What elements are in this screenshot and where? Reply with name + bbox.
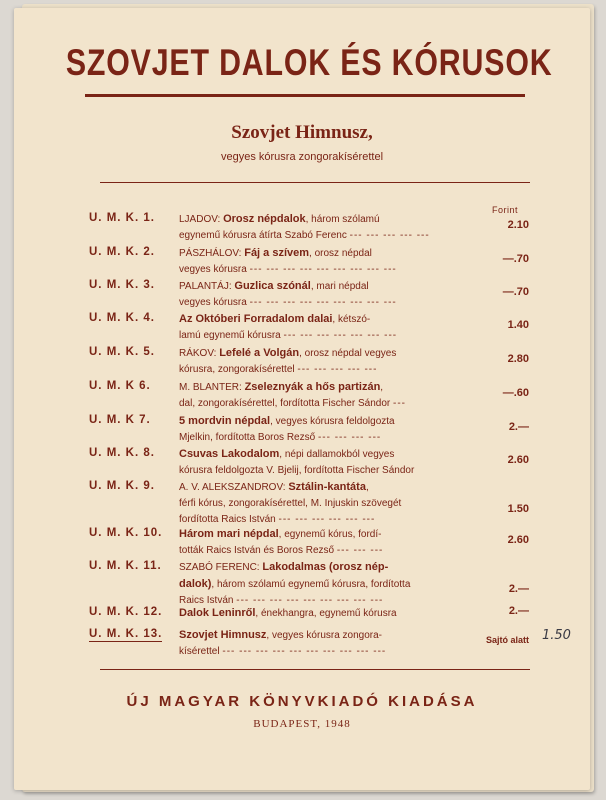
item-price: 2.— — [508, 421, 529, 433]
item-price: Sajtó alatt — [485, 635, 529, 645]
description-line — [179, 245, 469, 262]
work-title: Zseleznyák a hős partizán — [244, 381, 381, 393]
description-text: , mari népdal — [310, 281, 369, 292]
item-description — [179, 211, 469, 244]
description-text: --- --- --- --- --- --- --- --- --- --- — [222, 646, 387, 657]
description-line — [179, 627, 469, 644]
item-code: U. M. K. 13. — [89, 628, 163, 640]
work-title: Guzlica szónál — [234, 280, 311, 292]
description-line — [179, 559, 469, 576]
description-text: --- --- --- --- --- --- --- --- --- — [249, 264, 397, 275]
description-text: vegyes kórusra — [179, 264, 250, 275]
description-text: , orosz népdal — [309, 248, 372, 259]
item-price: 2.60 — [507, 454, 529, 466]
work-title: Sztálin-kantáta — [288, 481, 366, 493]
description-text: , — [365, 482, 369, 493]
work-title: Három mari népdal — [179, 528, 279, 540]
description-text: kórusra, zongorakísérettel — [179, 364, 298, 375]
description-text: egynemű kórusra átírta Szabó Ferenc — [179, 230, 350, 241]
description-text: kórusra feldolgozta V. Bjelij, fordította Fischer Sándor — [179, 465, 415, 476]
description-text: RÁKOV: — [179, 348, 220, 359]
description-line — [179, 463, 469, 479]
description-text: Mjelkin, fordította Boros Rezső — [179, 432, 318, 443]
item-code: U. M. K. 12. — [89, 606, 163, 618]
description-line — [179, 379, 469, 396]
description-line — [179, 576, 469, 593]
description-line — [179, 295, 469, 311]
description-text: PALANTÁJ: — [179, 281, 235, 292]
subtitle: Szovjet Himnusz, — [231, 122, 373, 143]
description-line — [179, 311, 469, 328]
item-code: U. M. K. 4. — [89, 312, 155, 324]
description-text: , három szólamú egynemű kórusra, fordította — [211, 579, 411, 590]
item-description — [179, 627, 469, 660]
work-title: Csuvas Lakodalom — [179, 448, 280, 460]
description-line — [179, 446, 469, 463]
item-code: U. M. K. 5. — [89, 346, 155, 358]
bottom-divider — [100, 669, 530, 670]
description-line — [179, 278, 469, 295]
description-text: lamú egynemű kórusra — [179, 330, 284, 341]
item-price: —.60 — [502, 387, 529, 399]
item-price: 2.60 — [507, 534, 529, 546]
item-description — [179, 311, 469, 344]
description-line — [179, 526, 469, 543]
item-description — [179, 559, 469, 609]
item-code: U. M. K. 1. — [89, 212, 155, 224]
item-price: 1.40 — [507, 319, 529, 331]
item-description — [179, 605, 469, 622]
description-line — [179, 413, 469, 430]
item-code: U. M. K 6. — [89, 380, 151, 392]
work-title: dalok) — [179, 578, 212, 590]
work-title: Szovjet Himnusz — [179, 629, 267, 641]
description-line — [179, 644, 469, 660]
description-text: vegyes kórusra — [179, 297, 250, 308]
description-text: --- --- --- --- --- --- — [278, 514, 376, 525]
description-text: --- --- --- --- --- — [297, 364, 378, 375]
item-description — [179, 446, 469, 479]
description-text: --- --- --- --- --- — [349, 230, 430, 241]
publisher-name: ÚJ MAGYAR KÖNYVKIADÓ KIADÁSA — [126, 693, 478, 710]
description-text: --- — [393, 398, 406, 409]
description-text: kísérettel — [179, 646, 223, 657]
work-title: Lakodalmas (orosz nép- — [262, 561, 389, 573]
item-code: U. M. K. 2. — [89, 246, 155, 258]
description-line — [179, 479, 469, 496]
description-text: , — [380, 382, 384, 393]
description-text: dal, zongorakísérettel, fordította Fischer Sándor — [179, 398, 393, 409]
description-text: Raics István — [179, 595, 237, 606]
description-line — [179, 430, 469, 446]
description-text: SZABÓ FERENC: — [179, 562, 263, 573]
item-code: U. M. K. 3. — [89, 279, 155, 291]
item-code: U. M. K. 10. — [89, 527, 163, 539]
description-text: , orosz népdal vegyes — [299, 348, 397, 359]
description-text: --- --- --- --- --- --- --- --- --- — [236, 595, 384, 606]
description-text: , egynemű kórus, fordí- — [278, 529, 382, 540]
description-line — [179, 345, 469, 362]
top-divider — [100, 182, 530, 183]
item-description — [179, 479, 469, 528]
description-line — [179, 211, 469, 228]
work-title: Dalok Leninről — [179, 607, 256, 619]
item-description — [179, 278, 469, 311]
description-text: --- --- --- --- — [317, 432, 382, 443]
description-line — [179, 228, 469, 244]
item-price: 2.10 — [507, 219, 529, 231]
description-text: PÁSZHÁLOV: — [179, 248, 245, 259]
item-price: 2.— — [508, 583, 529, 595]
item-price: —.70 — [502, 253, 529, 265]
item-price: 2.— — [508, 605, 529, 617]
work-title: Orosz népdalok — [223, 213, 306, 225]
handwritten-note: 1.50 — [542, 628, 571, 643]
description-line — [179, 396, 469, 412]
description-line — [179, 605, 469, 622]
work-title: Az Októberi Forradalom dalai — [179, 313, 333, 325]
item-price: 2.80 — [507, 353, 529, 365]
description-text: M. BLANTER: — [179, 382, 245, 393]
description-text: , három szólamú — [305, 214, 380, 225]
publisher-city-year: BUDAPEST, 1948 — [253, 718, 351, 730]
work-title: Fáj a szívem — [244, 247, 310, 259]
description-text: tották Raics István és Boros Rezső — [179, 545, 337, 556]
work-title: Lefelé a Volgán — [219, 347, 300, 359]
document-page — [14, 8, 590, 790]
description-text: fordította Raics István — [179, 514, 279, 525]
item-description — [179, 526, 469, 559]
item-code: U. M. K. 9. — [89, 480, 155, 492]
item-code: U. M. K. 8. — [89, 447, 155, 459]
subtitle-description: vegyes kórusra zongorakísérettel — [220, 151, 384, 163]
description-text: , vegyes kórusra feldolgozta — [270, 416, 395, 427]
item-description — [179, 345, 469, 378]
description-text: LJADOV: — [179, 214, 224, 225]
item-description — [179, 413, 469, 446]
item-code: U. M. K. 11. — [89, 560, 162, 572]
description-text: , énekhangra, egynemű kórusra — [255, 608, 397, 619]
item-price: —.70 — [502, 286, 529, 298]
description-line — [179, 543, 469, 559]
description-text: --- --- --- --- --- --- --- — [283, 330, 398, 341]
description-text: , vegyes kórusra zongora- — [266, 630, 383, 641]
description-text: , népi dallamokból vegyes — [279, 449, 395, 460]
description-text: --- --- --- — [336, 545, 384, 556]
description-text: férfi kórus, zongorakísérettel, M. Injuskin szövegét — [179, 498, 402, 509]
work-title: 5 mordvin népdal — [179, 415, 271, 427]
item-price: 1.50 — [507, 503, 529, 515]
description-line — [179, 328, 469, 344]
title-underline — [85, 94, 525, 97]
currency-label: Forint — [492, 205, 519, 215]
description-line — [179, 496, 469, 512]
description-text: A. V. ALEKSZANDROV: — [179, 482, 289, 493]
document-title: SZOVJET DALOK ÉS KÓRUSOK — [65, 42, 553, 83]
description-line — [179, 362, 469, 378]
description-line — [179, 262, 469, 278]
item-code: U. M. K 7. — [89, 414, 151, 426]
description-text: --- --- --- --- --- --- --- --- --- — [249, 297, 397, 308]
item-description — [179, 245, 469, 278]
item-description — [179, 379, 469, 412]
description-text: , kétszó- — [332, 314, 371, 325]
